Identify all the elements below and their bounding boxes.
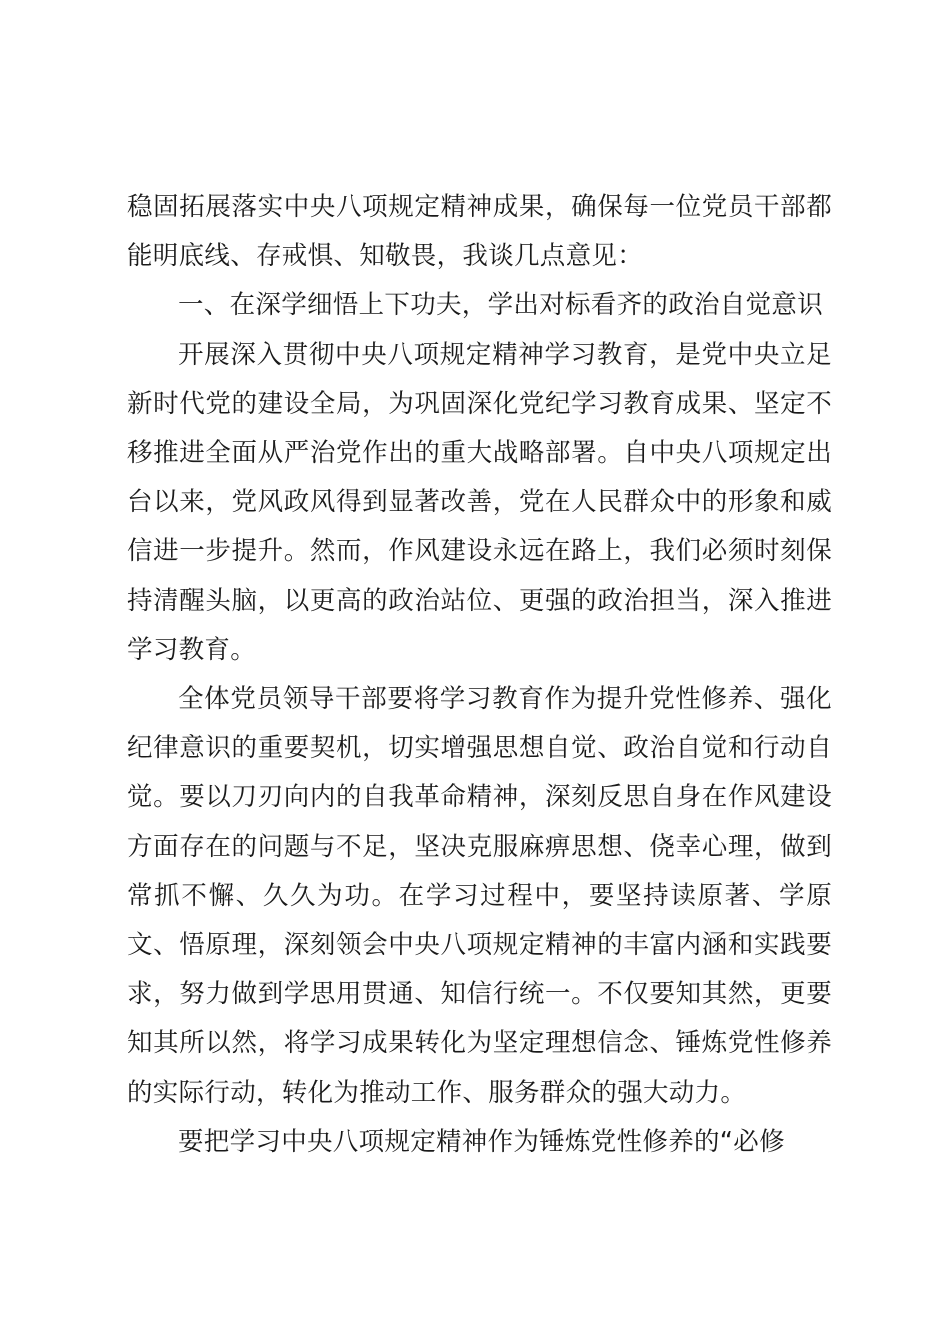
intro-paragraph: 稳固拓展落实中央八项规定精神成果，确保每一位党员干部都能明底线、存戒惧、知敬畏，我谈几点意见： (127, 192, 832, 272)
body-paragraph-3: 要把学习中央八项规定精神作为锤炼党性修养的“必修 (178, 1126, 785, 1157)
body-paragraph-2: 全体党员领导干部要将学习教育作为提升党性修养、强化纪律意识的重要契机，切实增强思想自觉、政治自觉和行动自觉。要以刀刃向内的自我革命精神，深刻反思自身在作风建设方面存在的问题与不足，坚决克服麻痹思想、侥幸心理，做到常抓不懈、久久为功。在学习过程中，要坚持读原著、学原文、悟原理，深刻领会中央八项规定精神的丰富内涵和实践要求，努力做到学思用贯通、知信行统一。不仅要知其然，更要知其所以然，将学习成果转化为坚定理想信念、锤炼党性修养的实际行动，转化为推动工作、服务群众的强大动力。 (127, 684, 832, 1108)
document-body (127, 183, 832, 1167)
section-heading-1: 一、在深学细悟上下功夫，学出对标看齐的政治自觉意识 (178, 290, 824, 321)
body-paragraph-1: 开展深入贯彻中央八项规定精神学习教育，是党中央立足新时代党的建设全局，为巩固深化党纪学习教育成果、坚定不移推进全面从严治党作出的重大战略部署。自中央八项规定出台以来，党风政风得到显著改善，党在人民群众中的形象和威信进一步提升。然而，作风建设永远在路上，我们必须时刻保持清醒头脑，以更高的政治站位、更强的政治担当，深入推进学习教育。 (127, 339, 832, 665)
